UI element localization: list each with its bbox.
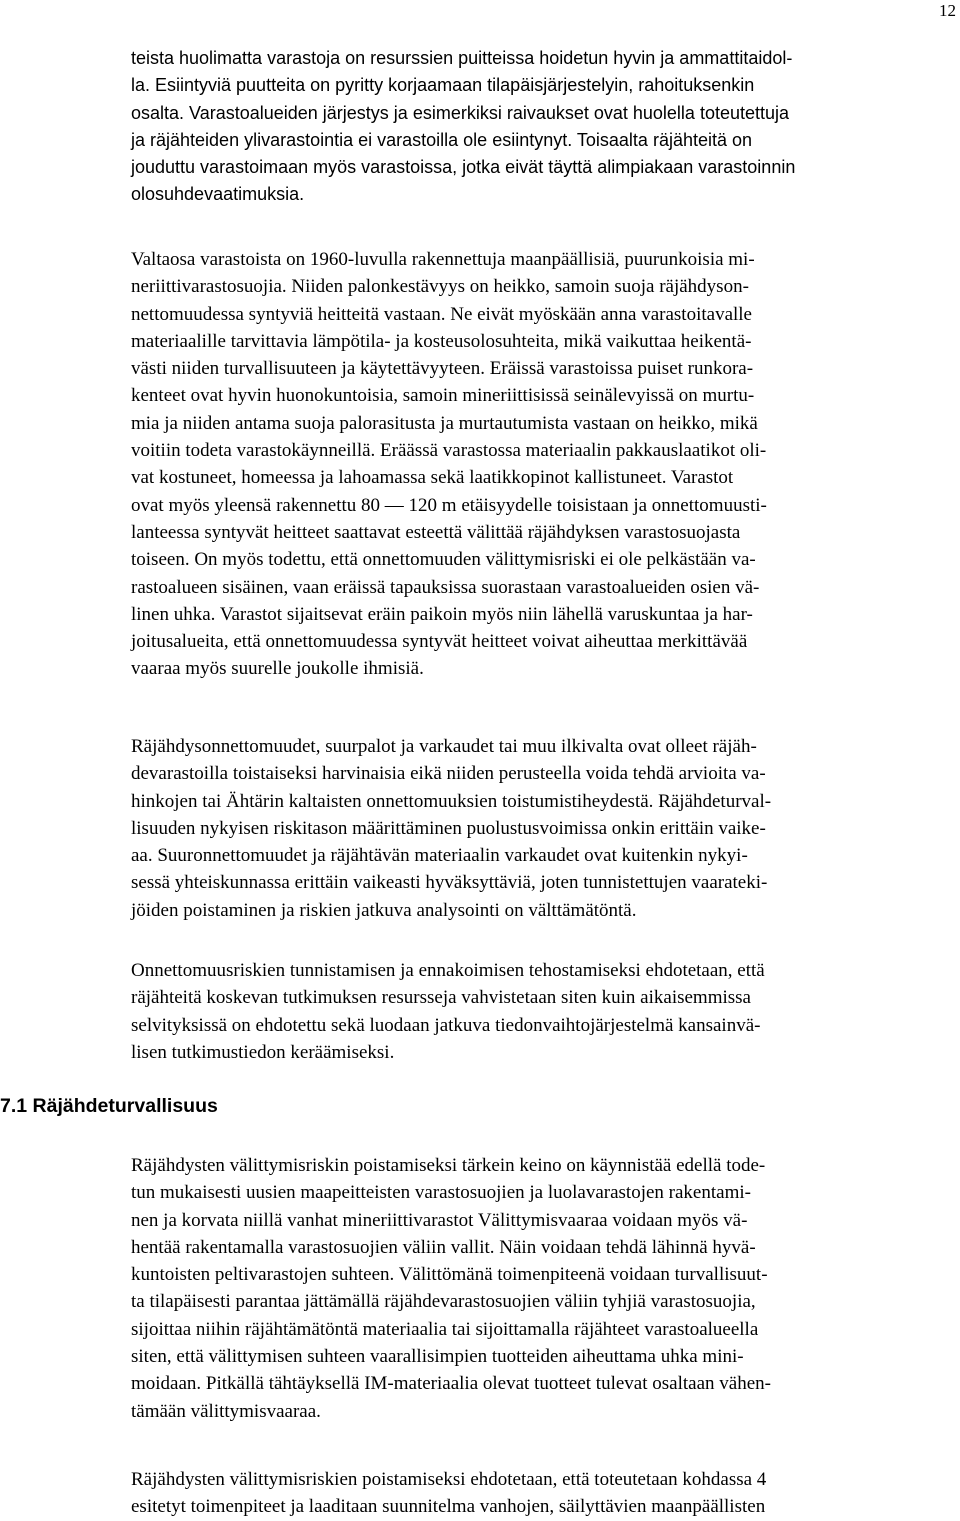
text-line: jouduttu varastoimaan myös varastoissa, jotka eivät täyttä alimpiakaan varastoinnin [131,157,796,178]
text-line: lisuuden nykyisen riskitason määrittäminen puolustusvoimissa onkin erittäin vaike- [131,817,766,839]
paragraph [131,45,795,209]
text-line: tun mukaisesti uusien maapeitteisten varastosuojien ja luolavarastojen rakentami- [131,1182,751,1204]
text-line: sijoittaa niihin räjähtämätöntä materiaalia tai sijoittamalla räjähteet varastoalueella [131,1318,759,1340]
paragraph [131,957,765,1066]
text-line: devarastoilla toistaiseksi harvinaisia eikä niiden perusteella voida tehdä arvioita va- [131,763,766,785]
text-line: Räjähdysten välittymisriskin poistamiseksi tärkein keino on käynnistää edellä tode- [131,1155,766,1176]
text-line: selvityksissä on ehdotettu sekä luodaan jatkuva tiedonvaihtojärjestelmä kansainvä- [131,1014,761,1036]
text-line: joitusalueita, että onnettomuudessa syntyvät heitteet voivat aiheuttaa merkittävää [131,631,748,653]
text-line: kuntoisten peltivarastojen suhteen. Välittömänä toimenpiteenä voidaan turvallisuut- [131,1264,768,1286]
paragraph [131,1152,771,1425]
text-line: materiaalille tarvittavia lämpötila- ja kosteusolosuhteita, mikä vaikuttaa heikentä- [131,330,752,352]
text-line: siten, että välittymisen suhteen vaarallisimpien tuotteiden aiheuttama uhka mini- [131,1346,744,1368]
text-line: västi niiden turvallisuuteen ja käytettävyyteen. Eräissä varastoissa puiset runkora- [131,358,754,380]
text-line: sessä yhteiskunnassa erittäin vaikeasti hyväksyttäviä, joten tunnistettujen vaarateki- [131,872,768,894]
text-line: neriittivarastosuojia. Niiden palonkestävyys on heikko, samoin suoja räjähdyson- [131,276,749,298]
text-line: nen ja korvata niillä vanhat mineriittivarastot Välittymisvaaraa voidaan myös vä- [131,1209,748,1231]
text-line: moidaan. Pitkällä tähtäyksellä IM-materiaalia olevat tuotteet tulevat osaltaan vähen- [131,1373,771,1395]
text-line: Onnettomuusriskien tunnistamisen ja ennakoimisen tehostamiseksi ehdotetaan, että [131,960,765,981]
text-line: voitiin todeta varastokäynneillä. Eräässä varastossa materiaalin pakkauslaatikot oli- [131,440,767,462]
text-line: olosuhdevaatimuksia. [131,184,305,205]
text-line: räjähteitä koskevan tutkimuksen resursseja vahvistetaan siten kuin aikaisemmissa [131,987,751,1009]
text-line: linen uhka. Varastot sijaitsevat eräin paikoin myös niin lähellä varuskuntaa ja har- [131,603,753,625]
text-line: tämään välittymisvaaraa. [131,1400,321,1422]
text-line: lisen tutkimustiedon keräämiseksi. [131,1041,395,1063]
text-line: Valtaosa varastoista on 1960-luvulla rakennettuja maanpäällisiä, puurunkoisia mi- [131,249,755,270]
text-line: nettomuudessa syntyviä heitteitä vastaan. Ne eivät myöskään anna varastoitavalle [131,303,752,325]
text-line: lanteessa syntyvät heitteet saattavat esteettä välittää räjähdyksen varastosuojasta [131,521,741,543]
paragraph [131,246,767,683]
text-line: ovat myös yleensä rakennettu 80 — 120 m etäisyydelle toisistaan ja onnettomuusti- [131,494,767,516]
text-line: Räjähdysten välittymisriskien poistamiseksi ehdotetaan, että toteutetaan kohdassa 4 [131,1469,767,1490]
paragraph [131,733,771,924]
text-line: ta tilapäisesti parantaa jättämällä räjähdevarastosuojien väliin tyhjiä varastosuojia, [131,1291,756,1313]
paragraph [131,1466,766,1521]
text-line: hinkojen tai Ähtärin kaltaisten onnettomuuksien toistumistiheydestä. Räjähdeturval- [131,790,772,812]
text-line: rastoalueen sisäinen, vaan eräissä tapauksissa suorastaan varastoalueiden osien vä- [131,576,760,598]
text-line: teista huolimatta varastoja on resurssien puitteissa hoidetun hyvin ja ammattitaidol- [131,48,793,68]
text-line: vaaraa myös suurelle joukolle ihmisiä. [131,658,424,680]
text-line: mia ja niiden antama suoja palorasitusta ja murtautumista vastaan on heikko, mikä [131,412,758,434]
text-line: Räjähdysonnettomuudet, suurpalot ja varkaudet tai muu ilkivalta ovat olleet räjäh- [131,736,757,757]
text-line: kenteet ovat hyvin huonokuntoisia, samoin mineriittisissä seinälevyissä on murtu- [131,385,755,407]
text-line: jöiden poistaminen ja riskien jatkuva analysointi on välttämätöntä. [131,899,637,921]
text-line: hentää rakentamalla varastosuojien väliin vallit. Näin voidaan tehdä lähinnä hyvä- [131,1236,756,1258]
text-line: vat kostuneet, homeessa ja lahoamassa sekä laatikkopinot kallistuneet. Varastot [131,467,734,489]
text-line: toiseen. On myös todettu, että onnettomuuden välittymisriski ei ole pelkästään va- [131,549,756,571]
section-heading: 7.1 Räjähdeturvallisuus [0,1095,218,1117]
text-line: ja räjähteiden ylivarastointia ei varastoilla ole esiintynyt. Toisaalta räjähteitä on [131,129,753,150]
page-number: 12 [939,1,956,20]
text-line: la. Esiintyviä puutteita on pyritty korjaamaan tilapäisjärjestelyin, rahoituksenkin [131,75,755,96]
text-line: esitetyt toimenpiteet ja laaditaan suunnitelma vanhojen, säilyttävien maanpäällisten [131,1496,766,1518]
text-line: osalta. Varastoalueiden järjestys ja esimerkiksi raivaukset ovat huolella toteutettuja [131,102,790,123]
text-line: aa. Suuronnettomuudet ja räjähtävän materiaalin varkaudet ovat kuitenkin nykyi- [131,845,748,867]
